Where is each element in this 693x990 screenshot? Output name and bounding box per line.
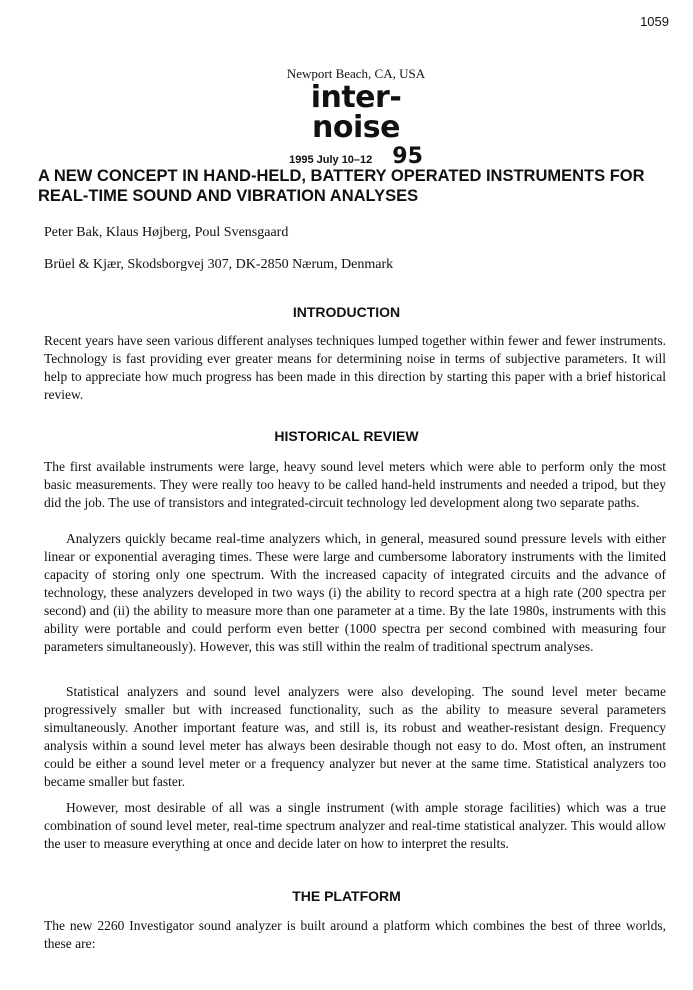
page-number: 1059	[640, 14, 669, 29]
authors: Peter Bak, Klaus Højberg, Poul Svensgaard	[44, 225, 289, 240]
historical-review-heading: HISTORICAL REVIEW	[274, 428, 419, 444]
affiliation: Brüel & Kjær, Skodsborgvej 307, DK-2850 Nærum, Denmark	[44, 257, 394, 272]
historical-review-paragraph-3: Statistical analyzers and sound level analyzers were also developing. The sound level meter became progressively smaller but with increased functionality, such as the ability to measure several parameters simultaneously. Another important feature was, and still is, its robust and weather-resistant design. Frequency analysis within a sound level meter has always been desirable though not easy to do. Most often, an instrument could be either a sound level meter or a frequency analyzer but never at the same time. Statistical analyzers too became smaller but faster.	[44, 684, 666, 789]
conference-header	[268, 66, 444, 169]
historical-review-paragraph-4: However, most desirable of all was a single instrument (with ample storage facilities) which was a true combination of sound level meter, real-time spectrum analyzer and real-time statistical analyzer. This would allow the user to measure everything at once and decide later on how to interpret the results.	[44, 800, 666, 851]
historical-review-paragraph-1: The first available instruments were large, heavy sound level meters which were able to perform only the most basic measurements. They were really too heavy to be called hand-held instruments and needed a tripod, but they did the job. The use of transistors and integrated-circuit technology led development along two separate paths.	[44, 459, 666, 510]
conference-dates: 1995 July 10–12	[289, 154, 373, 166]
introduction-heading: INTRODUCTION	[292, 304, 401, 320]
paper-title: A NEW CONCEPT IN HAND-HELD, BATTERY OPERATED INSTRUMENTS FOR REAL-TIME SOUND AND VIBRATION ANALYSES	[38, 167, 645, 205]
introduction-paragraph: Recent years have seen various different analyses techniques lumped together within fewer and fewer instruments. Technology is fast providing ever greater means for determining noise in terms of subjective parameters. It will help to appreciate how much progress has been made in this direction by starting this paper with a brief historical review.	[44, 333, 666, 402]
conference-year: 95	[392, 144, 423, 169]
platform-heading: THE PLATFORM	[292, 888, 401, 904]
conference-location: Newport Beach, CA, USA	[286, 66, 426, 81]
conference-logo: inter-noise	[310, 80, 402, 145]
historical-review-paragraph-2: Analyzers quickly became real-time analyzers which, in general, measured sound pressure levels with either linear or exponential averaging times. These were large and cumbersome laboratory instruments with the limited capacity of storing only one spectrum. With the increased capacity of integrated circuits and the advance of technology, these analyzers developed in two ways (i) the ability to record spectra at a high rate (200 spectra per second) and (ii) the ability to measure more than one parameter at a time. By the late 1980s, instruments with this ability were portable and could perform even better (1000 spectra per second combined with measuring four parameters simultaneously). However, this was still within the realm of traditional spectrum analyses.	[44, 531, 666, 654]
platform-paragraph: The new 2260 Investigator sound analyzer is built around a platform which combines the best of three worlds, these are:	[44, 918, 666, 951]
